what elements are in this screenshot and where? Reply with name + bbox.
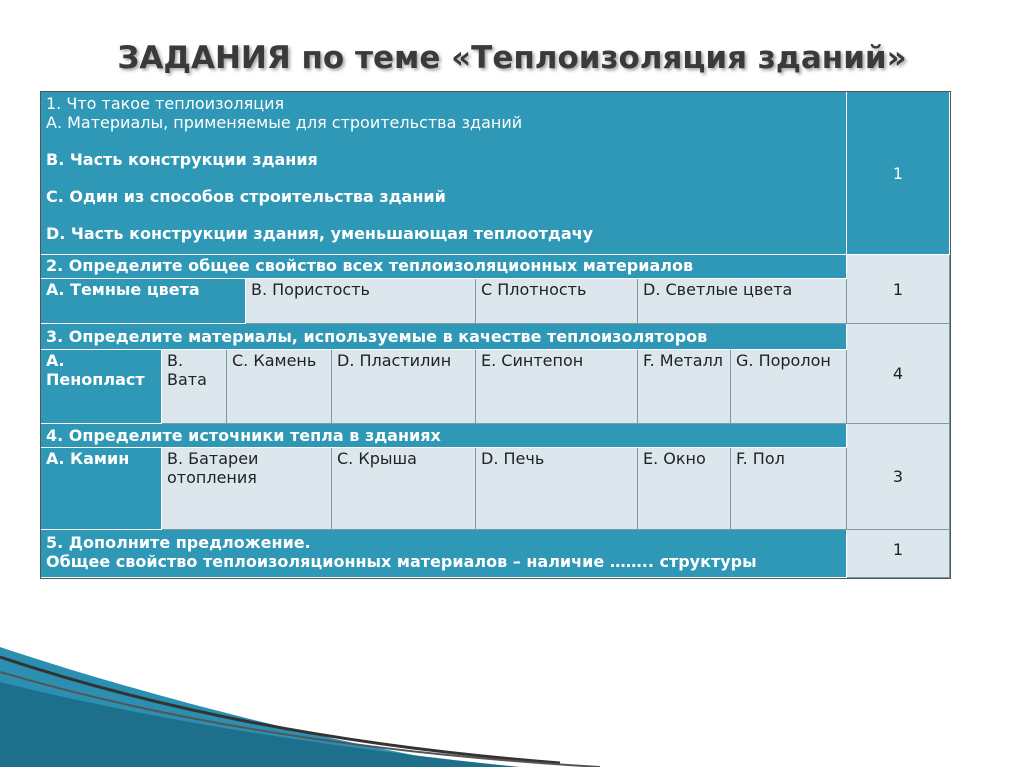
page-title: ЗАДАНИЯ по теме «Теплоизоляция зданий» bbox=[117, 40, 907, 76]
q1-option-b: В. Часть конструкции здания bbox=[46, 150, 318, 169]
q2-option-d: D. Светлые цвета bbox=[638, 279, 847, 324]
q3-option-e: E. Синтепон bbox=[476, 350, 638, 424]
q4-option-b: В. Батареи отопления bbox=[162, 448, 332, 530]
q2-option-b: В. Пористость bbox=[246, 279, 476, 324]
q1-option-d: D. Часть конструкции здания, уменьшающая теплоотдачу bbox=[46, 224, 594, 243]
question-5-cell bbox=[41, 530, 847, 578]
tasks-table bbox=[40, 91, 951, 579]
q5-points: 1 bbox=[847, 530, 950, 578]
q1-points: 1 bbox=[847, 92, 950, 255]
question-2-text: 2. Определите общее свойство всех теплоизоляционных материалов bbox=[41, 255, 847, 279]
q3-option-a: А. Пенопласт bbox=[41, 350, 162, 424]
q3-option-d: D. Пластилин bbox=[332, 350, 476, 424]
q3-option-g: G. Поролон bbox=[731, 350, 847, 424]
decorative-swoosh-graphic bbox=[0, 627, 1024, 767]
q3-points: 4 bbox=[847, 324, 950, 424]
question-1-cell bbox=[41, 92, 847, 255]
q1-option-c: С. Один из способов строительства зданий bbox=[46, 187, 446, 206]
q4-option-f: F. Пол bbox=[731, 448, 847, 530]
q4-option-c: С. Крыша bbox=[332, 448, 476, 530]
q2-option-c: С Плотность bbox=[476, 279, 638, 324]
question-4-text: 4. Определите источники тепла в зданиях bbox=[41, 424, 847, 448]
q4-option-d: D. Печь bbox=[476, 448, 638, 530]
q3-option-c: С. Камень bbox=[227, 350, 332, 424]
q1-option-a: А. Материалы, применяемые для строительства зданий bbox=[46, 113, 523, 132]
q4-option-e: Е. Окно bbox=[638, 448, 731, 530]
question-5-sentence: Общее свойство теплоизоляционных материалов – наличие …….. структуры bbox=[46, 552, 757, 571]
question-5-text: 5. Дополните предложение. bbox=[46, 533, 311, 552]
q4-points: 3 bbox=[847, 424, 950, 530]
q4-option-a: А. Камин bbox=[41, 448, 162, 530]
q3-option-b: В. Вата bbox=[162, 350, 227, 424]
q2-option-a: А. Темные цвета bbox=[41, 279, 246, 324]
q2-points: 1 bbox=[847, 255, 950, 324]
question-3-text: 3. Определите материалы, используемые в качестве теплоизоляторов bbox=[41, 324, 847, 350]
q3-option-f: F. Металл bbox=[638, 350, 731, 424]
question-1-text: 1. Что такое теплоизоляция bbox=[46, 94, 285, 113]
